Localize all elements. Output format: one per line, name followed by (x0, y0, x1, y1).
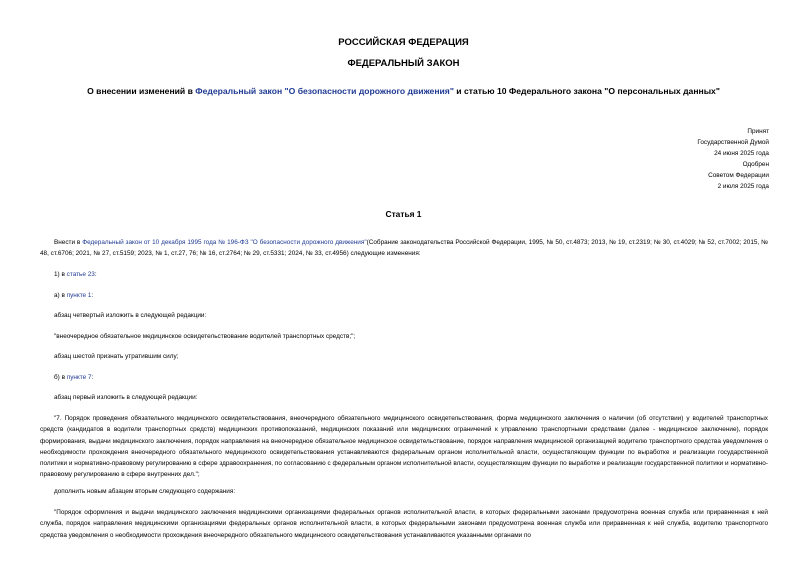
adoption-line: 24 июня 2025 года (714, 149, 769, 157)
law-subject-title (20, 86, 787, 96)
law-type-heading: ФЕДЕРАЛЬНЫЙ ЗАКОН (347, 58, 460, 69)
subject-text-pre: О внесении изменений в (87, 86, 196, 96)
paragraph-text: абзац первый изложить в следующей редакции: (54, 394, 198, 401)
subject-link-road-safety-law[interactable]: Федеральный закон "О безопасности дорожного движения" (195, 86, 454, 96)
point-7-link[interactable]: пункте 7 (66, 374, 92, 381)
paragraph-text: абзац шестой признать утратившим силу; (54, 353, 179, 360)
article-title: Статья 1 (385, 209, 422, 219)
article-intro-paragraph: Внести в Федеральный закон от 10 декабря 1995 года № 196-ФЗ "О безопасности дорожного движения"(Собрание законодательства Российской Федерации, 1995, № 50, ст.4873; 2013, № 19, ст.2319; № 30, ст.4029; № 52, ст.7002; 2015, № 48, ст.6706; 2021, № 27, ст.5159; 2023, № 1, ст.27, 76; № 16, ст.2764; № 29, ст.5331; 2024, № 33, ст.4956) следующие изменения: (40, 239, 768, 258)
adoption-line: Советом Федерации (708, 171, 769, 179)
country-heading: РОССИЙСКАЯ ФЕДЕРАЦИЯ (338, 37, 469, 48)
adoption-block (697, 127, 769, 192)
adoption-line: Одобрен (742, 160, 769, 168)
paragraph-text: дополнить новым абзацем вторым следующего содержания: (54, 488, 236, 495)
paragraph-quote: "внеочередное обязательное медицинское освидетельствование водителей транспортных средств;"; (54, 333, 356, 340)
adoption-line: Принят (747, 128, 769, 135)
paragraph-item-1: 1) в статье 23: (54, 271, 97, 278)
article-23-link[interactable]: статье 23 (66, 271, 95, 278)
point-1-link[interactable]: пункте 1 (66, 292, 92, 299)
adoption-line: Государственной Думой (697, 138, 769, 146)
paragraph-quote-new-abzac: "Порядок оформления и выдачи медицинского заключения медицинскими организациями федеральных органов исполнительной власти, в которых федеральными законами предусмотрена военная служба или приравненная к ней служба, порядок направления медицинскими организациями федеральных органов исполнительной власти, в которых федеральными законами предусмотрена военная служба или приравненная к ней служба, водителю транспортного средства уведомления о необходимости прохождения внеочередного обязательного медицинского освидетельствования устанавливаются указанными органами по (40, 509, 768, 539)
paragraph-quote-point-7: "7. Порядок проведения обязательного медицинского освидетельствования, внеочередного обязательного медицинского освидетельствования, форма медицинского заключения о наличии (об отсутствии) у водителей транспортных средств (кандидатов в водители транспортных средств) медицинских противопоказаний, медицинских показаний или медицинских ограничений к управлению транспортными средствами (далее - медицинское заключение), порядок формирования, выдачи медицинского заключения, порядок направления на внеочередное обязательное медицинское освидетельствование, порядок направления медицинской организацией водителю транспортного средства уведомления о необходимости прохождения внеочередного обязательного медицинского освидетельствования устанавливаются федеральным органом исполнительной власти, осуществляющим функции по выработке и реализации государственной политики и нормативно-правовому регулированию в сфере здравоохранения, по согласованию с федеральным органом исполнительной власти, осуществляющим функции по выработке и реализации государственной политики и нормативно-правовому регулированию в сфере внутренних дел."; (40, 415, 768, 479)
subject-text-post: и статью 10 Федерального закона "О персональных данных" (453, 86, 720, 96)
intro-law-link[interactable]: Федеральный закон от 10 декабря 1995 года № 196-ФЗ "О безопасности дорожного движения" (82, 239, 367, 246)
paragraph-item-a: а) в пункте 1: (54, 292, 94, 299)
paragraph-item-b: б) в пункте 7: (54, 374, 94, 381)
adoption-line: 2 июля 2025 года (717, 182, 769, 190)
paragraph-text: абзац четвертый изложить в следующей редакции: (54, 312, 207, 319)
